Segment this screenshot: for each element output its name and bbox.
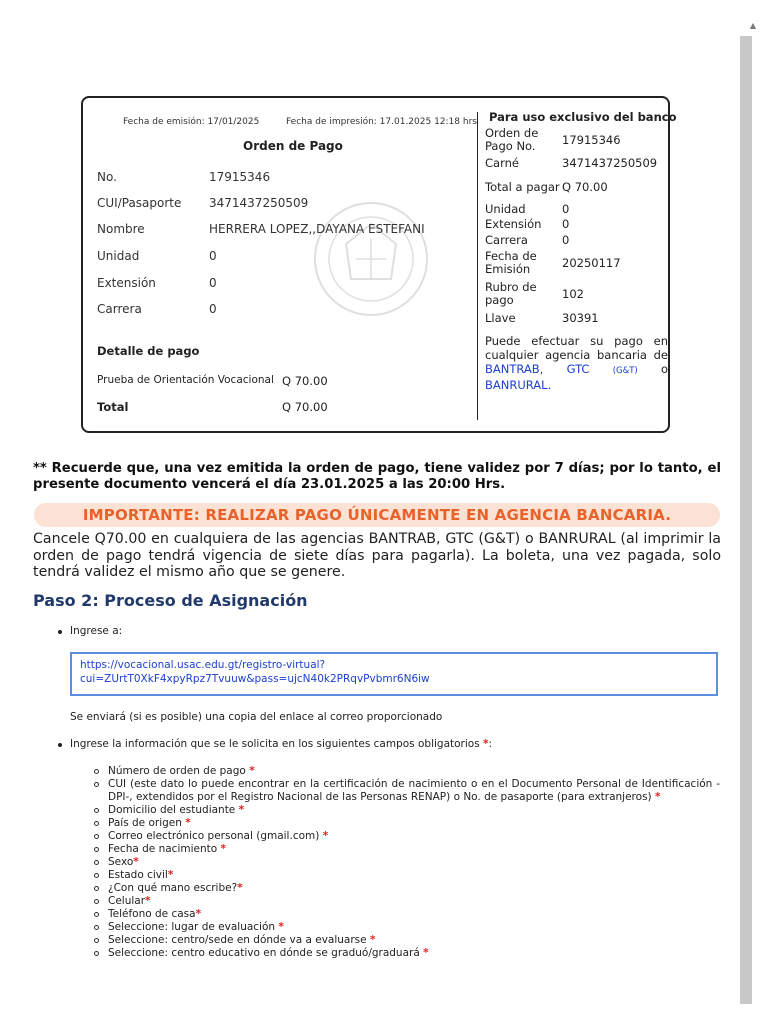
detail-heading: Detalle de pago <box>97 344 200 358</box>
print-date: Fecha de impresión: 17.01.2025 12:18 hrs <box>286 117 477 127</box>
required-fields-intro: Ingrese la información que se le solicita en los siguientes campos obligatorios *: <box>70 738 493 750</box>
bank-gtc: GTC <box>566 362 590 376</box>
payment-note: Puede efectuar su pago en cualquier agencia bancaria de BANTRAB, GTC (G&T) o BANRURAL. <box>485 334 669 392</box>
field-item: Número de orden de pago * <box>94 765 720 778</box>
bank-table <box>485 126 657 326</box>
payment-order-card: Fecha de emisión: 17/01/2025 Fecha de impresión: 17.01.2025 12:18 hrs Orden de Pago No. 17915346 CUI/Pasaporte 3471437250509 Nombre HERRERA LOPEZ,,DAYANA ESTEFANI Unidad 0 Extensión 0 Carrera 0 Detalle de pago Prueba de Orientación Vocacional Q 70.00 Total Q 70.00 Para uso exclusivo del banco Orden de Pago No. 17915346 Carné 3471437250509 Total a pagar Q 70.00 Unidad 0 Extensión 0 Carrera 0 Fecha de Emisión 20250117 Rubro de pago 102 Llave 30391 Puede efectuar su pago en cualquier agencia bancaria de BANTRAB, GTC (G&T) o BANRURAL. <box>81 96 670 433</box>
bank-bantrab: BANTRAB, <box>485 362 544 376</box>
bank-row: Rubro de pago 102 <box>485 280 584 307</box>
field-item: Correo electrónico personal (gmail.com) * <box>94 830 720 843</box>
scroll-up-arrow-icon[interactable]: ▲ <box>749 21 757 30</box>
field-item: Sexo* <box>94 856 720 869</box>
field-item: Domicilio del estudiante * <box>94 804 720 817</box>
bank-row: Unidad 0 <box>485 201 570 216</box>
field-item: Seleccione: lugar de evaluación * <box>94 921 720 934</box>
registration-link-box <box>70 652 718 696</box>
bank-row: Extensión 0 <box>485 216 570 231</box>
field-item: ¿Con qué mano escribe?* <box>94 882 720 895</box>
required-fields-list <box>94 765 720 960</box>
bank-row: Llave 30391 <box>485 310 599 325</box>
bank-section <box>485 110 677 392</box>
bank-row: Total a pagar Q 70.00 <box>485 179 608 194</box>
field-item: Estado civil* <box>94 869 720 882</box>
registration-link[interactable]: https://vocacional.usac.edu.gt/registro-virtual? cui=ZUrtT0XkF4xpyRpz7Tvuuw&pass=ujcN40k2PRqvPvbmr6N6iw <box>80 659 430 685</box>
order-title: Orden de Pago <box>243 139 343 153</box>
important-banner: IMPORTANTE: REALIZAR PAGO ÚNICAMENTE EN AGENCIA BANCARIA. <box>34 503 720 527</box>
enter-at-label: Ingrese a: <box>70 625 123 637</box>
validity-notice: ** Recuerde que, una vez emitida la orden de pago, tiene validez por 7 días; por lo tanto, el presente documento vencerá el día 23.01.2025 a las 20:00 Hrs. <box>33 461 721 492</box>
bank-heading: Para uso exclusivo del banco <box>489 110 677 124</box>
bank-row: Carné 3471437250509 <box>485 155 658 170</box>
bank-row: Carrera 0 <box>485 232 570 247</box>
step-2-heading: Paso 2: Proceso de Asignación <box>33 591 308 610</box>
bank-gtc-short: (G&T) <box>612 366 638 376</box>
bullet-dot <box>58 743 62 747</box>
field-item: CUI (este dato lo puede encontrar en la certificación de nacimiento o en el Documento Personal de Identificación -DPI-, extendidos por el Registro Nacional de las Personas RENAP) o No. de pasaporte (para extranjeros) * <box>94 778 720 804</box>
bank-row: Orden de Pago No. 17915346 <box>485 126 621 153</box>
bullet-dot <box>58 630 62 634</box>
field-item: Celular* <box>94 895 720 908</box>
email-copy-note: Se enviará (si es posible) una copia del enlace al correo proporcionado <box>70 711 443 723</box>
card-divider <box>477 112 478 420</box>
field-item: País de origen * <box>94 817 720 830</box>
field-item: Fecha de nacimiento * <box>94 843 720 856</box>
field-item: Seleccione: centro/sede en dónde va a evaluarse * <box>94 934 720 947</box>
university-seal-watermark <box>311 184 431 334</box>
payment-instructions: Cancele Q70.00 en cualquiera de las agencias BANTRAB, GTC (G&T) o BANRURAL (al imprimir la orden de pago tendrá vigencia de siete días para pagarla). La boleta, una vez pagada, solo tendrá validez el mismo año que se genere. <box>33 531 721 580</box>
bank-row: Fecha de Emisión 20250117 <box>485 249 621 276</box>
field-item: Seleccione: centro educativo en dónde se graduó/graduará * <box>94 947 720 960</box>
vertical-scrollbar[interactable] <box>736 0 768 1024</box>
field-item: Teléfono de casa* <box>94 908 720 921</box>
scroll-thumb[interactable] <box>740 36 752 1004</box>
bank-banrural: BANRURAL <box>485 378 548 392</box>
issue-date: Fecha de emisión: 17/01/2025 <box>123 117 260 127</box>
